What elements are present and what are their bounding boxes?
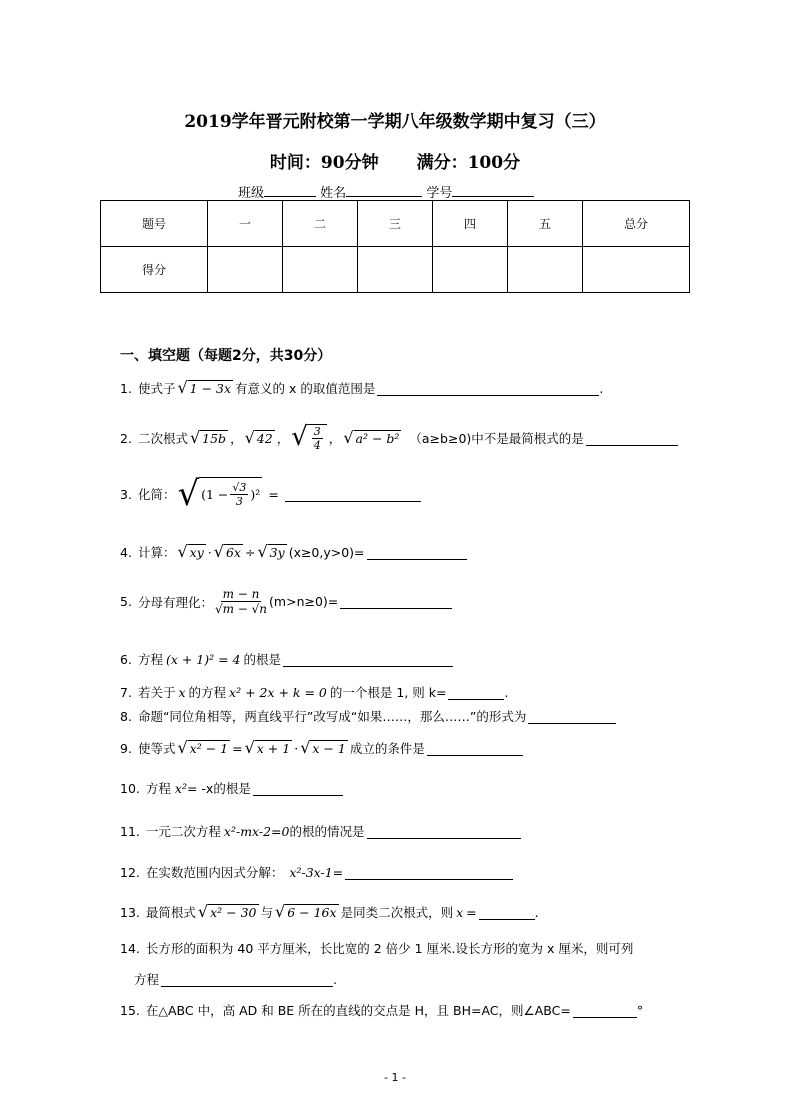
radicand: 3y [269,545,285,560]
numerator: 3 [313,425,321,438]
header-cell: 四 [433,201,508,247]
sqrt-expression: √ x² − 30 [197,902,257,921]
score-cell[interactable] [283,247,358,293]
question-number: 10. [120,780,140,796]
fraction [215,587,267,616]
question-4: 4. 计算： √ xy · √ 6x ÷ √ 3y (x≥0,y>0)= [120,543,467,561]
radicand: xy [189,545,204,560]
question-text: 有意义的 x 的取值范围是 [235,381,376,396]
radicand: x² − 1 [189,741,229,756]
question-text: 的方程 [188,685,227,700]
score-table-header-row [101,201,690,247]
radicand: 6x [225,545,241,560]
equals-sign: = [232,740,243,756]
math-expression: x²-3x-1= [289,864,344,880]
question-end: . [504,684,509,700]
question-text: 一元二次方程 [145,824,221,839]
question-number: 4. [120,544,132,560]
fraction [312,425,323,452]
score-cell[interactable] [508,247,583,293]
sqrt-expression: √ x − 1 [300,738,346,757]
question-text: 的根的情况是 [289,824,365,839]
question-text: 是同类二次根式，则 [340,905,454,920]
sqrt-expression: √ 6 − 16x [275,902,337,921]
answer-blank[interactable] [340,594,452,609]
sqrt-expression: √ 15b [189,428,227,447]
question-number: 15. [120,1002,140,1018]
sqrt-expression: √ 42 [244,428,273,447]
question-7 [120,683,508,701]
question-text: 方程 [137,652,163,667]
question-number: 1. [120,380,132,396]
radicand: 6 − 16x [287,905,337,920]
name-label: 姓名 [320,186,347,201]
answer-blank[interactable] [367,824,521,839]
question-text: 方程 [145,781,171,796]
class-label: 班级 [238,186,265,201]
section-title: 一、填空题（每题2分，共30分） [120,348,332,364]
question-text: 最简根式 [145,905,196,920]
math-expression: x²-mx-2=0 [223,823,290,839]
multiply-dot: · [294,740,299,756]
question-text: 使式子 [137,381,176,396]
header-cell: 一 [208,201,283,247]
question-text: = -x的根是 [186,781,251,796]
sqrt-expression: √ xy [177,542,204,561]
answer-blank[interactable] [285,487,421,502]
header-cell: 五 [508,201,583,247]
denominator: 3 [235,495,243,508]
score-label: 满分：100分 [416,153,521,173]
radicand: x − 1 [312,741,346,756]
question-number: 7. [120,684,132,700]
question-text: 与 [260,905,274,920]
question-number: 9. [120,740,132,756]
answer-blank[interactable] [377,381,599,396]
question-end: . [599,380,604,396]
question-text: 成立的条件是 [349,741,425,756]
question-3 [120,474,421,514]
denominator: 4 [313,439,321,452]
math-variable: x [456,904,464,920]
sqrt-expression: √ (1 − $\frac{√3}{3}$ )² [177,474,261,514]
score-cell[interactable] [208,247,283,293]
score-cell[interactable] [358,247,433,293]
question-15 [120,1001,643,1019]
equals-sign: = [466,904,477,920]
answer-blank[interactable] [586,431,678,446]
question-text: 化简： [137,487,176,502]
score-cell[interactable] [583,247,690,293]
question-text: （a≥b≥0)中不是最简根式的是 [409,431,584,446]
score-cell[interactable] [433,247,508,293]
radicand: x² − 30 [210,905,257,920]
sqrt-expression: √ a² − b² [343,428,400,447]
question-9 [120,739,523,757]
sqrt-expression: √ x² − 1 [177,738,229,757]
question-text: 二次根式 [137,431,188,446]
sqrt-expression: √ x + 1 [244,738,291,757]
score-table-score-row [101,247,690,293]
name-blank[interactable] [346,183,422,197]
header-cell: 二 [283,201,358,247]
numerator: √3 [232,481,247,494]
question-5 [120,587,452,616]
radicand: 1 − 3x [189,381,232,396]
question-2: 2. 二次根式 √ 15b ， √ 42 ， √ $\frac{3}{4}$ ， √ a² − b² （a≥b≥0)中不是最简根式的是 [120,424,678,452]
answer-blank[interactable] [573,1003,637,1018]
time-label: 时间：90分钟 [269,153,379,173]
header-cell: 题号 [101,201,208,247]
equals-sign: = [268,486,279,502]
math-variable: x [178,684,186,700]
answer-blank[interactable] [479,905,535,920]
id-blank[interactable] [452,183,534,197]
sqrt-expression: √ 6x [213,542,241,561]
radicand: x + 1 [256,741,291,756]
question-number: 6. [120,651,132,667]
question-10 [120,779,343,797]
question-number: 14. [120,940,140,956]
radicand: a² − b² [355,431,400,446]
question-8 [120,707,616,725]
radicand: 42 [256,431,273,446]
sqrt-expression: √ 1 − 3x [177,378,232,397]
question-6 [120,650,453,668]
math-expression: x² [174,780,187,796]
answer-blank[interactable] [427,741,523,756]
exam-info [0,148,790,173]
question-text: 的根是 [243,652,282,667]
expression-part: (1 − [201,487,229,502]
question-text: 命题“同位角相等，两直线平行”改写成“如果……，那么……”的形式为 [137,709,527,724]
radicand: 15b [202,431,227,446]
question-text: 在实数范围内因式分解： [145,865,284,880]
question-text: 使等式 [137,741,176,756]
answer-blank[interactable] [253,781,343,796]
math-expression: x² + 2x + k = 0 [229,684,327,700]
question-11 [120,822,521,840]
answer-blank[interactable] [528,709,616,724]
answer-blank[interactable] [345,865,513,880]
header-cell: 总分 [583,201,690,247]
fraction [230,481,248,508]
sqrt-expression: √ 3y [257,542,285,561]
question-number: 3. [120,486,132,502]
question-number: 8. [120,708,132,724]
question-number: 11. [120,823,140,839]
question-number: 5. [120,594,132,609]
sqrt-fraction: √ $\frac{3}{4}$ [291,424,327,452]
student-info-line [238,182,534,201]
question-13 [120,903,539,921]
question-14 [120,939,633,957]
score-table [100,200,690,293]
question-text: 长方形的面积为 40 平方厘米，长比宽的 2 倍少 1 厘米.设长方形的宽为 x 厘米，则可列 [145,941,634,956]
question-12 [120,863,513,881]
numerator: m − n [222,587,260,601]
score-row-label: 得分 [101,247,208,293]
denominator: √m − √n [214,602,268,616]
question-text: 计算： [137,545,176,560]
question-text: 在△ABC 中，高 AD 和 BE 所在的直线的交点是 H，且 BH=AC，则∠ABC= [145,1003,571,1018]
document-title: 2019学年晋元附校第一学期八年级数学期中复习（三） [184,112,606,132]
expression-part: )² [250,487,261,502]
answer-blank[interactable] [367,545,467,560]
answer-blank[interactable] [448,685,504,700]
page-number: - 1 - [384,1071,406,1084]
question-end: . [333,971,337,987]
question-number: 12. [120,864,140,880]
question-text: 分母有理化： [137,594,213,610]
question-end: ° [636,1002,644,1018]
question-end: . [534,904,539,920]
question-number: 2. [120,430,132,446]
question-text: 方程 [134,972,160,987]
answer-blank[interactable] [283,652,453,667]
class-blank[interactable] [264,183,316,197]
math-expression: (x + 1)² = 4 [165,651,241,667]
answer-blank[interactable] [161,972,333,987]
id-label: 学号 [426,186,453,201]
question-text: 的一个根是 1, 则 k= [329,685,447,700]
question-text: 若关于 [137,685,176,700]
question-text: (m>n≥0)= [269,594,339,609]
question-14-line-2 [134,970,337,988]
question-number: 13. [120,904,140,920]
question-text: (x≥0,y>0)= [288,544,365,560]
question-1 [120,379,603,397]
header-cell: 三 [358,201,433,247]
